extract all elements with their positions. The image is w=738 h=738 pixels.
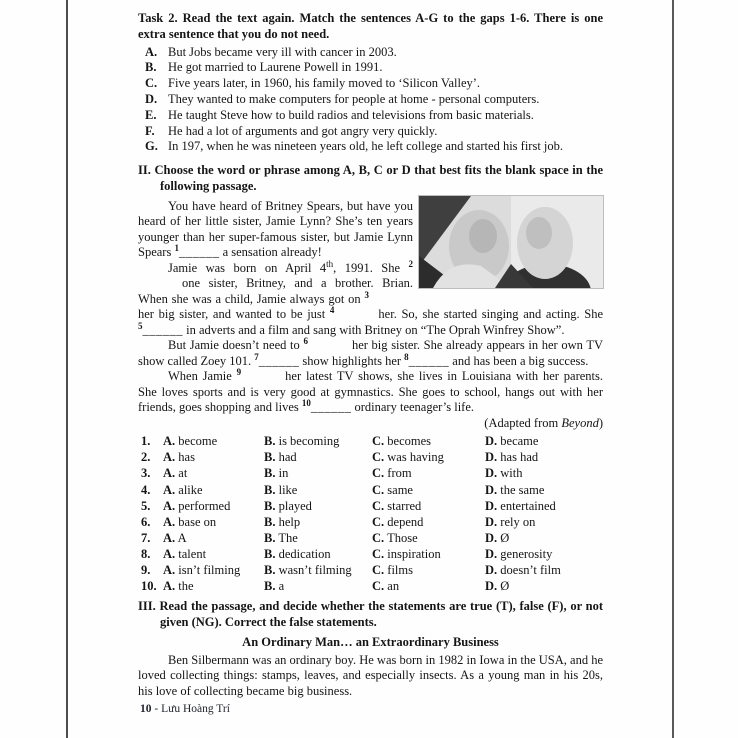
choice-d: D. with — [485, 466, 523, 481]
passage-paragraph-4 — [138, 369, 603, 416]
source-title: Beyond — [561, 415, 599, 430]
blank-line-8: ______ — [408, 353, 450, 368]
source-attribution — [138, 416, 603, 432]
gap-number-2: 2 — [408, 258, 413, 269]
table-row — [141, 433, 603, 449]
option-letter: D. — [145, 91, 158, 106]
row-number: 4. — [141, 482, 151, 497]
gap-number-6: 6 — [303, 336, 308, 347]
choice-a: A. has — [163, 450, 195, 465]
choice-c: C. was having — [372, 450, 444, 465]
choice-a: A. performed — [163, 498, 231, 513]
passage-text: a sensation already! — [219, 245, 322, 260]
reading-title: An Ordinary Man… an Extraordinary Business — [242, 634, 499, 649]
choice-b: B. a — [264, 579, 285, 594]
row-number: 9. — [141, 563, 151, 578]
choice-b: B. wasn’t filming — [264, 563, 352, 578]
choice-d: D. became — [485, 434, 539, 449]
option-text: But Jobs became very ill with cancer in 2003. — [168, 44, 397, 59]
option-letter: C. — [145, 76, 158, 91]
list-item — [145, 92, 603, 108]
choice-c: C. depend — [372, 514, 424, 529]
row-number: 8. — [141, 546, 151, 561]
choice-d: D. the same — [485, 482, 545, 497]
table-row — [141, 465, 603, 481]
choice-d: D. has had — [485, 450, 539, 465]
row-number: 2. — [141, 450, 151, 465]
gap-number-9: 9 — [236, 367, 242, 378]
option-letter: B. — [145, 60, 157, 75]
option-letter: F. — [145, 123, 155, 138]
reading-paragraph: Ben Silbermann was an ordinary boy. He was born in 1982 in Iowa in the USA, and he loved collecting things: stamps, leaves, and especially insects. As a young man in his 20s, his love of collecting became big business. — [138, 652, 603, 699]
choice-c: C. Those — [372, 530, 418, 545]
option-letter: E. — [145, 107, 157, 122]
row-number: 1. — [141, 434, 151, 449]
choice-d: D. Ø — [485, 530, 510, 545]
ordinal-suffix: th — [326, 258, 334, 269]
gap-number-8: 8 — [404, 351, 409, 362]
table-row — [141, 449, 603, 465]
passage-text: her. So, she started singing and acting. She — [378, 307, 603, 322]
choice-a: A. talent — [163, 546, 207, 561]
choice-c: C. films — [372, 563, 413, 578]
passage-text: one sister, Britney, and a brother. Brian. When she was a child, Jamie always got on — [138, 276, 413, 306]
option-text: He got married to Laurene Powell in 1991. — [168, 60, 383, 75]
author-name: - Lưu Hoàng Trí — [154, 703, 230, 715]
choice-c: C. from — [372, 466, 412, 481]
passage-text: When Jamie — [168, 369, 237, 384]
choice-c: C. becomes — [372, 434, 432, 449]
choice-b: B. like — [264, 482, 298, 497]
choice-a: A. at — [163, 466, 188, 481]
passage-text: , 1991. She — [333, 260, 409, 275]
choice-a: A. alike — [163, 482, 203, 497]
page-footer — [140, 703, 230, 715]
passage-text: her big sister, and wanted to be just — [138, 307, 330, 322]
choice-d: D. generosity — [485, 546, 553, 561]
table-row — [141, 578, 603, 594]
table-row — [141, 530, 603, 546]
choice-b: B. dedication — [264, 546, 331, 561]
gap-number-3: 3 — [364, 289, 369, 300]
option-text: He taught Steve how to build radios and televisions from basic materials. — [168, 107, 534, 122]
task2-heading: Task 2. Read the text again. Match the sentences A-G to the gaps 1-6. There is one extra sentence that you do not need. — [138, 11, 603, 41]
blank-line-1: ______ — [178, 245, 220, 260]
choice-c: C. an — [372, 579, 400, 594]
photo-illustration — [419, 196, 603, 288]
blank-line-10: ______ — [310, 400, 352, 415]
list-item — [145, 60, 603, 76]
option-text: They wanted to make computers for people at home - personal computers. — [168, 91, 540, 106]
choice-c: C. same — [372, 482, 413, 497]
option-text: Five years later, in 1960, his family moved to ‘Silicon Valley’. — [168, 76, 481, 91]
page-content — [138, 11, 603, 700]
choice-a: A. become — [163, 434, 218, 449]
choice-c: C. inspiration — [372, 546, 441, 561]
blank-line-7: ______ — [258, 353, 300, 368]
passage-text: Jamie was born on April 4 — [168, 260, 327, 275]
choice-d: D. doesn’t film — [485, 563, 561, 578]
option-letter: G. — [145, 139, 158, 154]
row-number: 6. — [141, 514, 151, 529]
choice-d: D. entertained — [485, 498, 556, 513]
choice-b: B. in — [264, 466, 289, 481]
option-letter: A. — [145, 44, 158, 59]
table-row — [141, 498, 603, 514]
gap-number-7: 7 — [254, 351, 259, 362]
page-right-border — [672, 0, 674, 738]
option-text: In 197, when he was nineteen years old, he left college and started his first job. — [168, 139, 564, 154]
section3-heading: III. Read the passage, and decide whether the statements are true (T), false (F), or not given (NG). Correct the false statements. — [138, 599, 603, 629]
blank-line-5: ______ — [142, 322, 183, 337]
list-item — [145, 124, 603, 140]
page-number: 10 — [140, 703, 152, 715]
passage-paragraph-3 — [138, 338, 603, 369]
choice-d: D. rely on — [485, 514, 536, 529]
table-row — [141, 514, 603, 530]
choice-a: A. A — [163, 530, 187, 545]
article-photo — [419, 196, 603, 288]
list-item — [145, 108, 603, 124]
task2-sentence-list — [145, 45, 603, 156]
choice-b: B. had — [264, 450, 297, 465]
choice-d: D. Ø — [485, 579, 510, 594]
passage-text: in adverts and a film and sang with Britney on “The Oprah Winfrey Show”. — [183, 322, 565, 337]
list-item — [145, 76, 603, 92]
attribution-text: ) — [598, 415, 603, 430]
table-row — [141, 546, 603, 562]
passage-text: and has been a big success. — [449, 353, 589, 368]
choice-a: A. isn’t filming — [163, 563, 241, 578]
list-item — [145, 139, 603, 155]
attribution-text: (Adapted from — [484, 415, 562, 430]
gap-number-1: 1 — [174, 243, 179, 254]
passage-text: show highlights her — [299, 353, 405, 368]
row-number: 10. — [141, 579, 157, 594]
choice-b: B. played — [264, 498, 312, 513]
gap-number-4: 4 — [329, 305, 335, 316]
table-row — [141, 482, 603, 498]
page-left-border — [66, 0, 68, 738]
choice-a: A. the — [163, 579, 194, 594]
passage-text: her latest TV shows, she lives in Louisiana with her parents. She loves sports and is very good at gymnastics. She goes to school, hangs out with her friends, goes shopping and lives — [138, 369, 603, 415]
passage-text: You have heard of Britney Spears, but have you heard of her little sister, Jamie Lynn? She’s ten years younger than her super-famous sister, but Jamie Lynn Spears — [138, 198, 413, 260]
choice-c: C. starred — [372, 498, 422, 513]
choice-b: B. is becoming — [264, 434, 340, 449]
list-item — [145, 45, 603, 61]
gap-number-5: 5 — [138, 320, 143, 331]
section2-heading: II. Choose the word or phrase among A, B, C or D that best fits the blank space in the following passage. — [138, 163, 603, 193]
row-number: 3. — [141, 466, 151, 481]
choice-b: B. help — [264, 514, 301, 529]
passage-text: her big sister. She already appears in her own TV show called Zoey 101. — [138, 338, 604, 368]
passage-text: But Jamie doesn’t need to — [168, 338, 304, 353]
row-number: 5. — [141, 498, 151, 513]
passage-text: ordinary teenager’s life. — [351, 400, 475, 415]
choice-b: B. The — [264, 530, 298, 545]
multiple-choice-table — [141, 433, 603, 594]
cloze-passage — [138, 199, 603, 432]
choice-a: A. base on — [163, 514, 217, 529]
table-row — [141, 562, 603, 578]
option-text: He had a lot of arguments and got angry very quickly. — [168, 123, 438, 138]
gap-number-10: 10 — [301, 398, 311, 409]
row-number: 7. — [141, 530, 151, 545]
